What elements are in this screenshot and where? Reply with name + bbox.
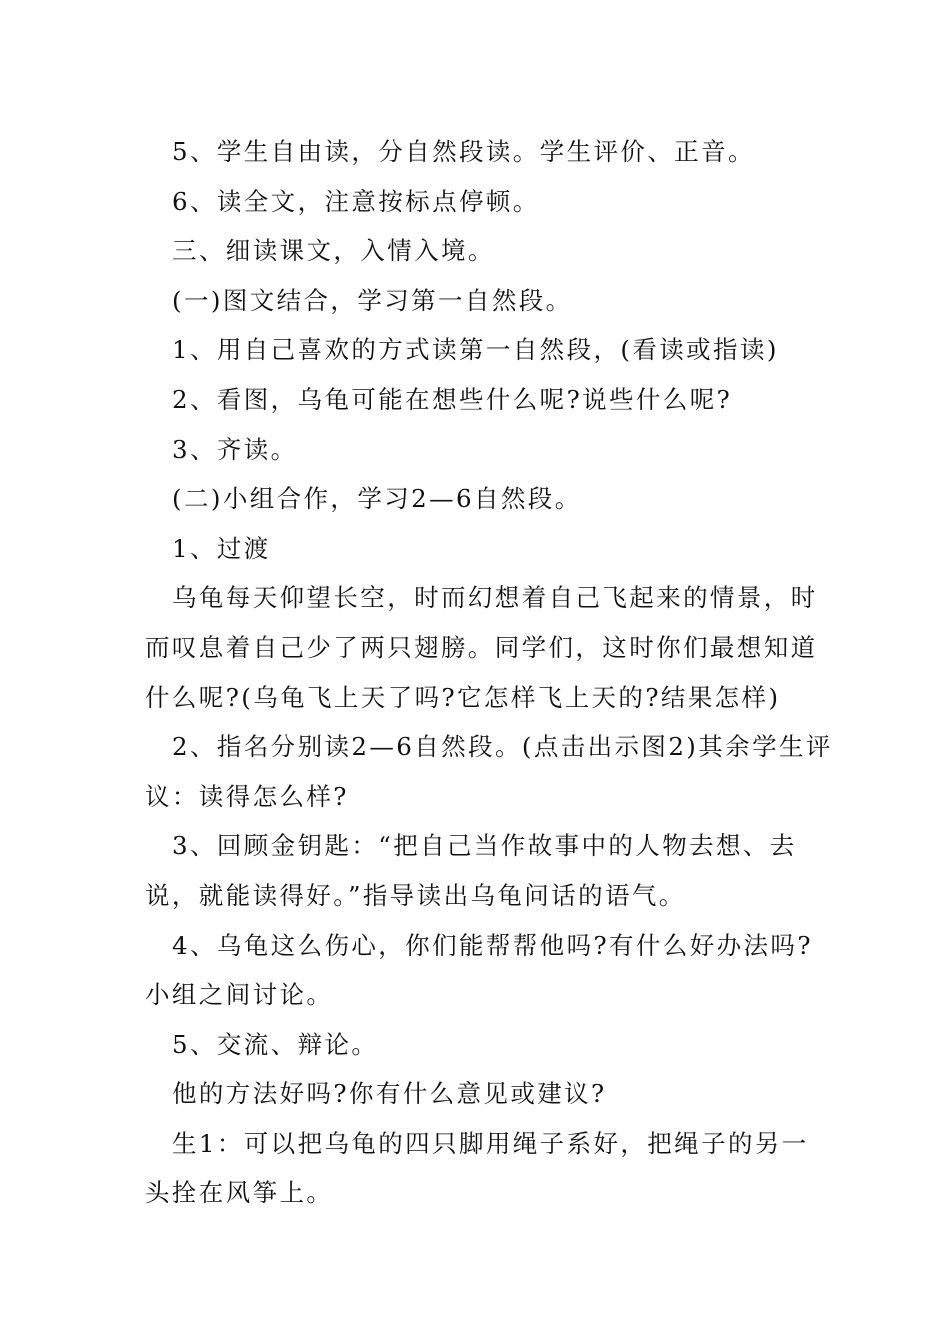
paragraph: 4、乌龟这么伤心，你们能帮帮他吗?有什么好办法吗?小组之间讨论。: [145, 930, 813, 1010]
paragraph: 2、看图，乌龟可能在想些什么呢?说些什么呢?: [172, 384, 733, 414]
paragraph: 3、回顾金钥匙：“把自己当作故事中的人物去想、去说，就能读得好。”指导读出乌龟问话的语气。: [145, 831, 797, 910]
section-heading: 三、细读课文，入情入境。: [172, 236, 495, 266]
subsection-heading: (二)小组合作，学习2—6自然段。: [172, 484, 582, 514]
paragraph: 他的方法好吗?你有什么意见或建议?: [172, 1079, 607, 1109]
paragraph: 乌龟每天仰望长空，时而幻想着自己飞起来的情景，时而叹息着自己少了两只翅膀。同学们，这时你们最想知道什么呢?(乌龟飞上天了吗?它怎样飞上天的?结果怎样): [145, 583, 818, 712]
paragraph: 5、学生自由读，分自然段读。学生评价、正音。: [172, 137, 755, 166]
paragraph: 3、齐读。: [172, 434, 298, 464]
paragraph: 2、指名分别读2—6自然段。(点击出示图2)其余学生评议：读得怎么样?: [145, 732, 833, 811]
paragraph: 5、交流、辩论。: [172, 1029, 379, 1059]
paragraph: 6、读全文，注意按标点停顿。: [172, 186, 540, 216]
paragraph: 1、用自己喜欢的方式读第一自然段，(看读或指读): [172, 335, 779, 365]
paragraph: 1、过渡: [172, 533, 271, 563]
paragraph: 生1：可以把乌龟的四只脚用绳子系好，把绳子的另一头拴在风筝上。: [145, 1128, 809, 1208]
document-body: [145, 127, 835, 1218]
subsection-heading: (一)图文结合，学习第一自然段。: [172, 285, 573, 315]
